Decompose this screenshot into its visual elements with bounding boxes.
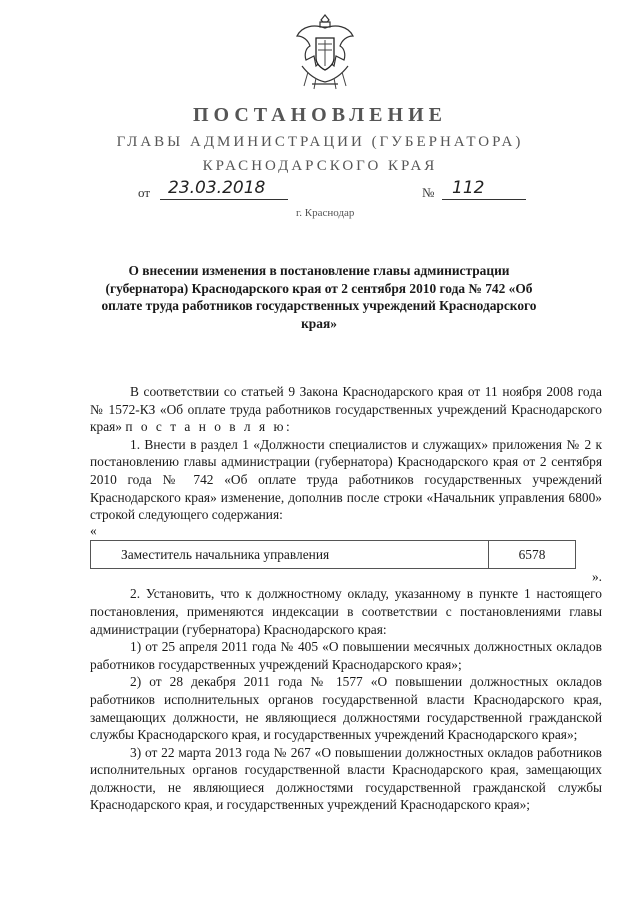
document-date: 23.03.2018 bbox=[168, 178, 266, 198]
paragraph-2-item-1: 1) от 25 апреля 2011 года № 405 «О повышении месячных должностных окладов работников государственных учреждений Краснодарского края»; bbox=[90, 639, 602, 672]
paragraph-2: 2. Установить, что к должностному окладу, указанному в пункте 1 настоящего постановления, применяются индексации в соответствии с постановлениями главы администрации (губернатора) Краснодарского края: bbox=[90, 586, 602, 637]
paragraph-2-item-3: 3) от 22 марта 2013 года № 267 «О повышении должностных окладов работников исполнительных органов государственной власти Краснодарского края, замещающих должности, не являющиеся должностями государственной гражданской службы Краснодарского края, и государственных учреждений Краснодарского края»; bbox=[90, 744, 602, 813]
document-subject: О внесении изменения в постановление главы администрации (губернатора) Краснодарского края от 2 сентября 2010 года № 742 «Об оплате труда работников государственных учреждений Краснодарского края» bbox=[101, 263, 537, 331]
salary-cell: 6578 bbox=[489, 540, 576, 569]
number-underline bbox=[442, 199, 526, 200]
coat-of-arms-icon bbox=[294, 14, 356, 90]
issuer-line-1: ГЛАВЫ АДМИНИСТРАЦИИ (ГУБЕРНАТОРА) bbox=[116, 134, 524, 150]
document-title: ПОСТАНОВЛЕНИЕ bbox=[193, 104, 447, 126]
decree-word: п о с т а н о в л я ю: bbox=[125, 419, 293, 435]
document-number: 112 bbox=[452, 178, 485, 198]
date-prefix: от bbox=[138, 185, 151, 200]
intro-paragraph: В соответствии со статьей 9 Закона Краснодарского края от 11 ноября 2008 года № 1572-КЗ «Об оплате труда работников государственных учреждений Краснодарского края» п о с т а н о в л я ю: bbox=[90, 384, 602, 435]
quote-open: « bbox=[90, 522, 97, 538]
document-body bbox=[90, 383, 602, 814]
date-underline bbox=[160, 199, 288, 200]
position-cell: Заместитель начальника управления bbox=[91, 540, 489, 569]
number-prefix: № bbox=[422, 185, 435, 200]
issuer-line-2: КРАСНОДАРСКОГО КРАЯ bbox=[202, 158, 438, 174]
inserted-table bbox=[90, 540, 576, 570]
quote-close: ». bbox=[591, 569, 602, 585]
paragraph-1: 1. Внести в раздел 1 «Должности специалистов и служащих» приложения № 2 к постановлению главы администрации (губернатора) Краснодарского края от 2 сентября 2010 года № 742 «Об оплате труда работников государственных учреждений Краснодарского края» изменение, дополнив после строки «Начальник управления 6800» строкой следующего содержания: bbox=[90, 436, 602, 523]
paragraph-2-item-2: 2) от 28 декабря 2011 года № 1577 «О повышении должностных окладов работников исполнительных органов государственной власти Краснодарского края, замещающих должности, не являющиеся должностями государственной гражданской службы Краснодарского края, и государственных учреждений Краснодарского края»; bbox=[90, 674, 602, 743]
table-row bbox=[91, 540, 576, 569]
city: г. Краснодар bbox=[296, 207, 355, 219]
